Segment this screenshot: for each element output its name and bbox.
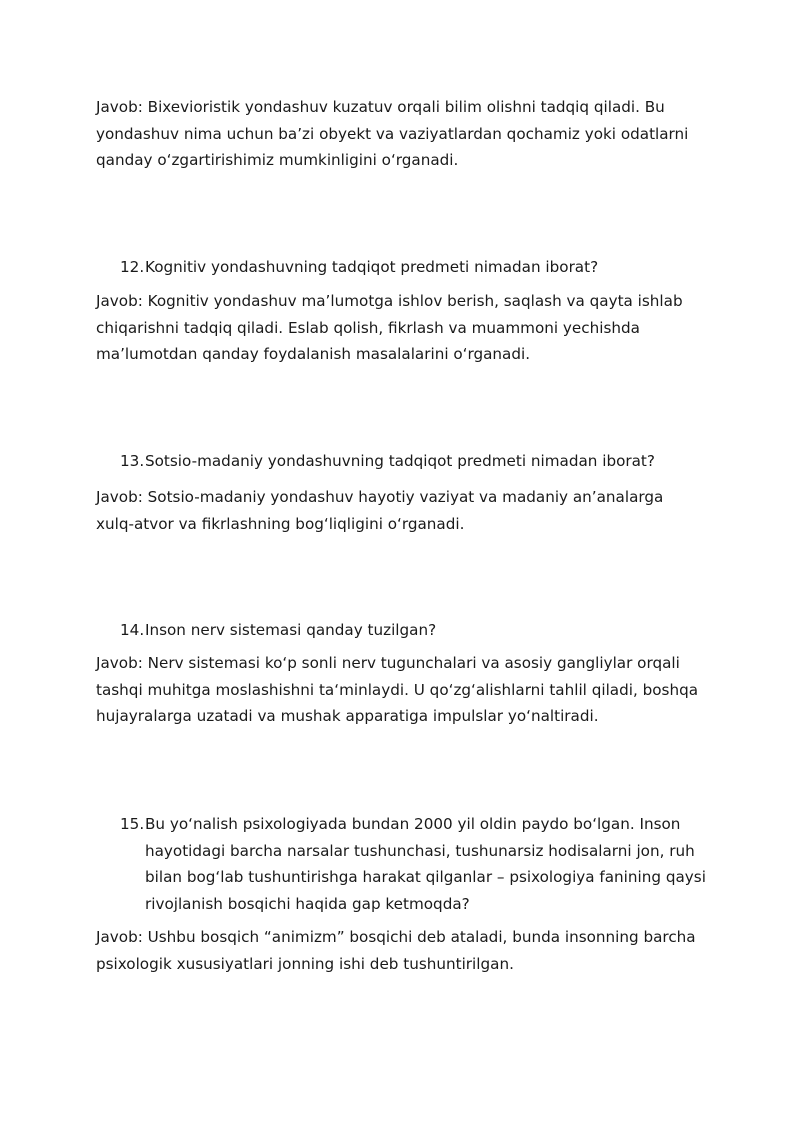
question-text: Sotsio-madaniy yondashuvning tadqiqot predmeti nimadan iborat? bbox=[145, 452, 655, 470]
question-text: Bu yo‘nalish psixologiyada bundan 2000 yil oldin paydo bo‘lgan. Inson hayotidagi barcha narsalar tushunchasi, tushunarsiz hodisalarni jon, ruh bilan bog‘lab tushuntirishga harakat qilganlar – psixologiya fanining qaysi rivojlanish bosqichi haqida gap ketmoqda? bbox=[145, 815, 706, 913]
question-12 bbox=[120, 254, 710, 281]
answer-paragraph: Javob: Sotsio-madaniy yondashuv hayotiy vaziyat va madaniy an’analarga xulq-atvor va fikrlashning bog‘liqligini o‘rganadi. bbox=[96, 488, 664, 533]
answer-paragraph: Javob: Nerv sistemasi ko‘p sonli nerv tugunchalari va asosiy gangliylar orqali tashqi muhitga moslashishni ta‘minlaydi. U qo‘zg‘alishlarni tahlil qiladi, boshqa hujayralarga uzatadi va mushak apparatiga impulslar yo‘naltiradi. bbox=[96, 654, 699, 725]
question-text: Kognitiv yondashuvning tadqiqot predmeti nimadan iborat? bbox=[145, 258, 599, 276]
question-13 bbox=[120, 448, 710, 475]
question-number: 14. bbox=[120, 621, 145, 639]
answer-paragraph: Javob: Kognitiv yondashuv ma’lumotga ishlov berish, saqlash va qayta ishlab chiqarishni tadqiq qiladi. Eslab qolish, fikrlash va muammoni yechishda ma’lumotdan qanday foydalanish masalalarini o‘rganadi. bbox=[96, 292, 683, 363]
question-number: 12. bbox=[120, 258, 145, 276]
question-14 bbox=[120, 617, 710, 644]
answer-paragraph: Javob: Bixevioristik yondashuv kuzatuv orqali bilim olishni tadqiq qiladi. Bu yondashuv nima uchun ba’zi obyekt va vaziyatlardan qochamiz yoki odatlarni qanday o‘zgartirishimiz mumkinligini o‘rganadi. bbox=[96, 98, 689, 169]
question-number: 15. bbox=[120, 815, 145, 833]
answer-paragraph: Javob: Ushbu bosqich “animizm” bosqichi deb ataladi, bunda insonning barcha psixologik xususiyatlari jonning ishi deb tushuntirilgan. bbox=[96, 928, 696, 973]
question-15 bbox=[120, 811, 710, 917]
question-number: 13. bbox=[120, 452, 145, 470]
question-text: Inson nerv sistemasi qanday tuzilgan? bbox=[145, 621, 437, 639]
